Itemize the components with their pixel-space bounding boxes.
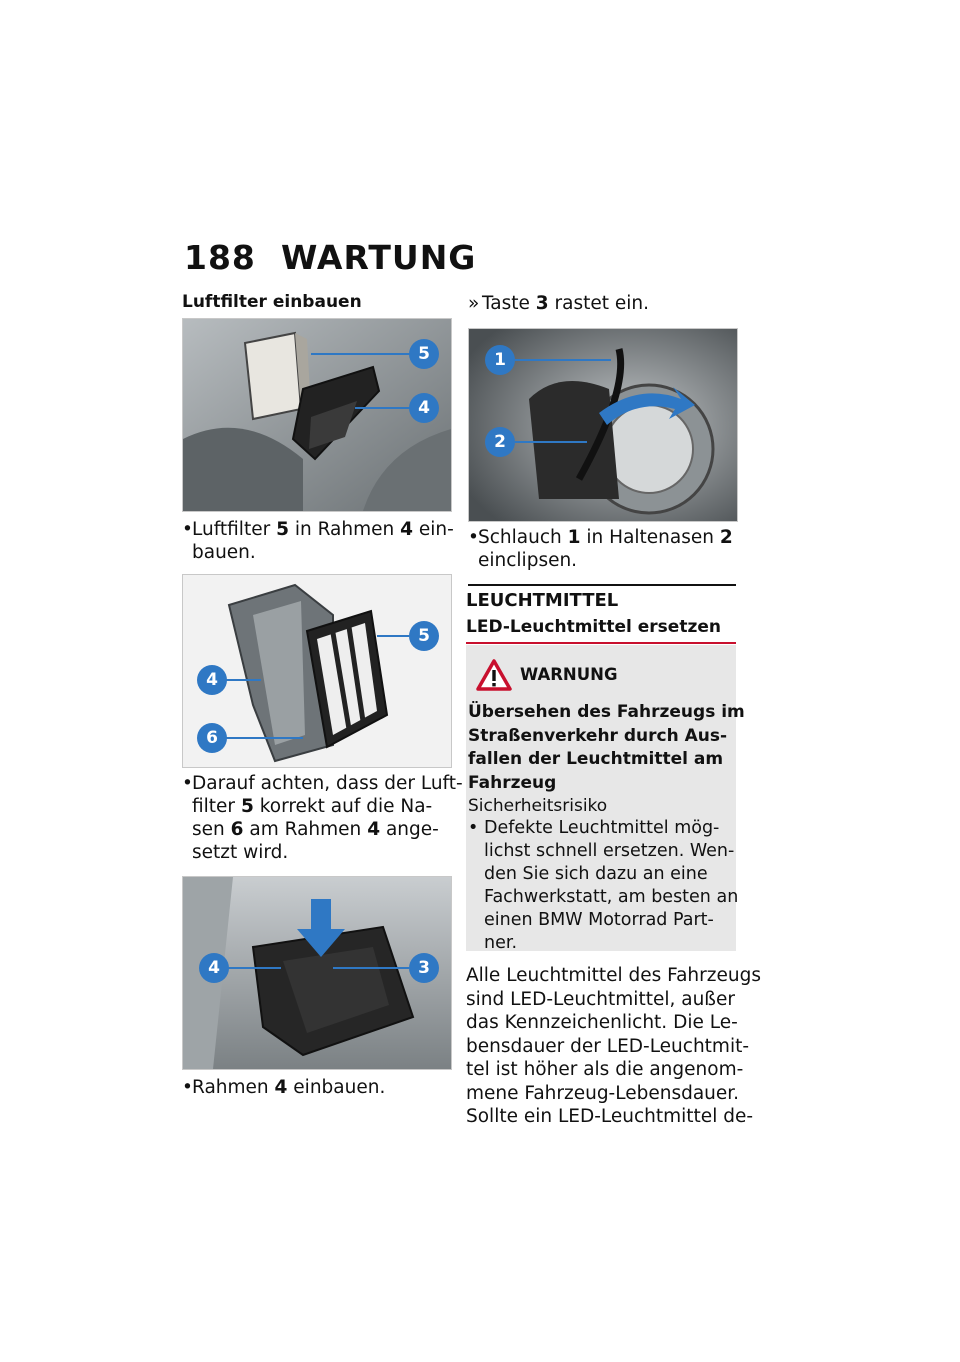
step-text: ange- <box>385 819 439 840</box>
section-rule <box>468 584 736 586</box>
leader-line <box>377 635 409 637</box>
step-text: Rahmen <box>192 1077 269 1098</box>
leader-line <box>333 967 409 969</box>
bullet-icon: • <box>468 818 479 838</box>
step-clip-hose <box>468 526 738 574</box>
step-text: in Haltenasen <box>586 527 714 548</box>
section-subtitle: LED-Leuchtmittel ersetzen <box>466 617 721 637</box>
callout-2: 2 <box>485 427 515 457</box>
figure-frame-install <box>182 876 452 1070</box>
warning-line: Defekte Leuchtmittel mög- <box>484 818 720 838</box>
figure-luftfilter-rahmen <box>182 318 452 512</box>
step-number: 3 <box>535 293 549 314</box>
step-text: am Rahmen <box>249 819 362 840</box>
warning-heading-line: Straßenverkehr durch Aus- <box>468 725 728 746</box>
warning-triangle-icon <box>476 659 512 691</box>
step-text: einbauen. <box>293 1077 386 1098</box>
step-insert-filter <box>182 518 452 566</box>
callout-5: 5 <box>409 621 439 651</box>
step-number: 2 <box>719 527 733 548</box>
bullet-icon: • <box>468 527 479 548</box>
page-number: 188 <box>184 238 256 277</box>
bullet-icon: • <box>182 773 193 794</box>
step-text: in Rahmen <box>294 519 395 540</box>
leader-line <box>515 359 611 361</box>
warning-line: ner. <box>484 933 518 953</box>
figure-hose-clip <box>468 328 738 522</box>
paragraph-line: tel ist höher als die angenom- <box>466 1059 744 1080</box>
step-number: 4 <box>367 819 381 840</box>
warning-heading <box>468 701 745 795</box>
step-text: sen <box>192 819 225 840</box>
leader-line <box>515 441 587 443</box>
step-number: 5 <box>240 796 254 817</box>
paragraph-line: sind LED-Leuchtmittel, außer <box>466 988 735 1010</box>
warning-heading-line: fallen der Leuchtmittel am <box>468 749 724 769</box>
paragraph-line: das Kennzeichenlicht. Die Le- <box>466 1012 738 1033</box>
step-number: 4 <box>274 1077 288 1098</box>
step-number: 6 <box>230 819 244 840</box>
leader-line <box>223 679 261 681</box>
step-text: ein- <box>418 519 454 540</box>
result-button-clicks <box>468 292 738 316</box>
callout-1: 1 <box>485 345 515 375</box>
step-text: setzt wird. <box>192 842 289 863</box>
paragraph-line: mene Fahrzeug-Lebensdauer. <box>466 1082 740 1104</box>
step-text: Schlauch <box>478 527 562 548</box>
step-number: 4 <box>400 519 413 540</box>
paragraph-line: Sollte ein LED-Leuchtmittel de- <box>466 1106 754 1127</box>
callout-4: 4 <box>409 393 439 423</box>
warning-heading-line: Übersehen des Fahrzeugs im <box>468 702 745 722</box>
step-number: 5 <box>276 519 289 540</box>
callout-5: 5 <box>409 339 439 369</box>
callout-4: 4 <box>197 665 227 695</box>
warning-label: WARNUNG <box>520 665 618 684</box>
leader-line <box>223 737 303 739</box>
result-marker: » <box>468 293 480 314</box>
step-text: filter <box>192 796 236 817</box>
subheading-luftfilter: Luftfilter einbauen <box>182 292 362 312</box>
paragraph-line: Alle Leuchtmittel des Fahrzeugs <box>466 965 761 986</box>
page-title: WARTUNG <box>281 238 477 277</box>
warning-heading-line: Fahrzeug <box>468 772 557 793</box>
warning-line: einen BMW Motorrad Part- <box>484 910 714 930</box>
warning-line: den Sie sich dazu an eine <box>484 864 708 884</box>
callout-3: 3 <box>409 953 439 983</box>
figure-filter-frame <box>182 574 452 768</box>
warning-box <box>466 645 745 953</box>
step-text: einclipsen. <box>478 550 578 571</box>
step-install-frame <box>182 1076 452 1100</box>
step-check-filter-seat <box>182 772 463 868</box>
bullet-icon: • <box>182 1077 193 1098</box>
warning-rule <box>466 642 736 644</box>
paragraph-line: bensdauer der LED-Leuchtmit- <box>466 1035 750 1057</box>
step-text: Luftfilter <box>192 519 271 540</box>
step-text: bauen. <box>192 542 256 563</box>
warning-line: Fachwerkstatt, am besten an <box>484 887 739 907</box>
leader-line <box>355 407 411 409</box>
callout-4: 4 <box>199 953 229 983</box>
leader-line <box>223 967 281 969</box>
result-text: rastet ein. <box>554 293 649 314</box>
body-paragraph <box>466 964 761 1129</box>
callout-6: 6 <box>197 723 227 753</box>
warning-line: lichst schnell ersetzen. Wen- <box>484 841 735 861</box>
result-text: Taste <box>482 293 530 314</box>
bullet-icon: • <box>182 519 193 540</box>
step-text: korrekt auf die Na- <box>259 796 433 817</box>
leader-line <box>311 353 411 355</box>
step-number: 1 <box>567 527 581 548</box>
warning-risk: Sicherheitsrisiko <box>468 796 608 816</box>
step-text: Darauf achten, dass der Luft- <box>192 773 463 794</box>
section-title: LEUCHTMITTEL <box>466 590 619 611</box>
